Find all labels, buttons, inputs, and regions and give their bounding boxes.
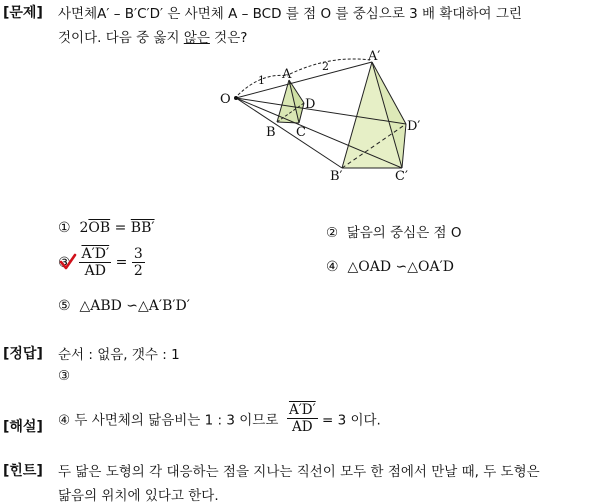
problem-text-line2-start: 것이다. 다음 중 옳지 bbox=[58, 30, 184, 46]
point-label-d: D bbox=[305, 97, 316, 112]
choice-1-eq: = bbox=[110, 220, 131, 236]
problem-text-line1: 사면체A′ – B′C′D′ 은 사면체 A – BCD 를 점 O 를 중심으로 3 배 확대하여 그린 bbox=[58, 6, 522, 22]
problem-text-line2 bbox=[58, 26, 247, 46]
choice-1-num: ① bbox=[58, 220, 71, 236]
choice-3-value bbox=[132, 246, 145, 279]
choice-3-fraction bbox=[79, 246, 111, 279]
choice-3-num-wrap bbox=[58, 255, 71, 271]
point-label-b-prime: B′ bbox=[330, 169, 343, 182]
problem-label: [문제] bbox=[3, 5, 43, 21]
choice-3-num: ③ bbox=[58, 254, 71, 271]
answer-label: [정답] bbox=[3, 346, 43, 362]
choice-3 bbox=[58, 246, 145, 279]
choice-1-coef: 2 bbox=[79, 220, 89, 236]
problem-text-line2-end: 것은? bbox=[209, 30, 248, 46]
explanation-text bbox=[58, 402, 381, 435]
explanation-label: [해설] bbox=[3, 419, 43, 435]
point-label-c-prime: C′ bbox=[395, 169, 408, 182]
point-label-a: A bbox=[282, 67, 292, 82]
check-mark-icon bbox=[59, 253, 77, 271]
explanation-pre: ④ 두 사면체의 닮음비는 1 : 3 이므로 bbox=[58, 412, 279, 429]
point-label-c: C bbox=[296, 125, 306, 140]
answer-text-line1: 순서 : 없음, 갯수 : 1 bbox=[58, 347, 180, 363]
choice-1 bbox=[58, 220, 155, 236]
choice-3-eq: = bbox=[111, 254, 132, 271]
hint-label: [힌트] bbox=[3, 463, 43, 479]
point-label-a-prime: A′ bbox=[368, 49, 381, 64]
choice-4-text: △OAD ∽△OA′D bbox=[347, 259, 454, 275]
choice-1-seg-ob: $\overline{OB}$ bbox=[88, 220, 111, 236]
answer-text-line2: ③ bbox=[58, 368, 71, 384]
choice-2-num: ② bbox=[326, 225, 339, 241]
choice-5-num: ⑤ bbox=[58, 298, 71, 314]
explanation-frac-num: A′D′ bbox=[288, 402, 316, 418]
explanation-post: = 3 이다. bbox=[321, 412, 381, 429]
choice-3-frac-den: AD bbox=[84, 263, 106, 279]
point-label-d-prime: D′ bbox=[407, 119, 421, 134]
choice-1-seg-bb: BB′ bbox=[130, 220, 155, 236]
choice-2 bbox=[326, 221, 462, 241]
explanation-fraction bbox=[287, 402, 318, 435]
hint-text-line1: 두 닮은 도형의 각 대응하는 점을 지나는 직선이 모두 한 점에서 만날 때, 두 도형은 bbox=[58, 464, 540, 480]
center-point bbox=[234, 96, 238, 100]
ratio-arc-2 bbox=[290, 59, 370, 74]
choice-3-val-num: 3 bbox=[133, 246, 143, 262]
choice-2-text: 닮음의 중심은 점 O bbox=[346, 225, 462, 241]
ratio-label-1: 1 bbox=[258, 74, 265, 87]
tetrahedron-figure bbox=[215, 48, 445, 182]
choice-5 bbox=[58, 298, 190, 314]
choice-3-frac-num: A′D′ bbox=[81, 246, 110, 262]
choice-5-text: △ABD ∽△A′B′D′ bbox=[79, 298, 190, 314]
hint-text-line2: 닮음의 위치에 있다고 한다. bbox=[58, 488, 219, 504]
problem-underlined-word: 않은 bbox=[183, 30, 210, 46]
point-label-b: B bbox=[266, 125, 276, 140]
explanation-frac-den: AD bbox=[292, 419, 313, 435]
point-label-o: O bbox=[220, 92, 231, 107]
choice-3-val-den: 2 bbox=[133, 263, 143, 279]
choice-4-num: ④ bbox=[326, 259, 339, 275]
choice-4 bbox=[326, 259, 454, 275]
ratio-label-2: 2 bbox=[322, 60, 329, 73]
ray-o-a bbox=[236, 62, 372, 98]
